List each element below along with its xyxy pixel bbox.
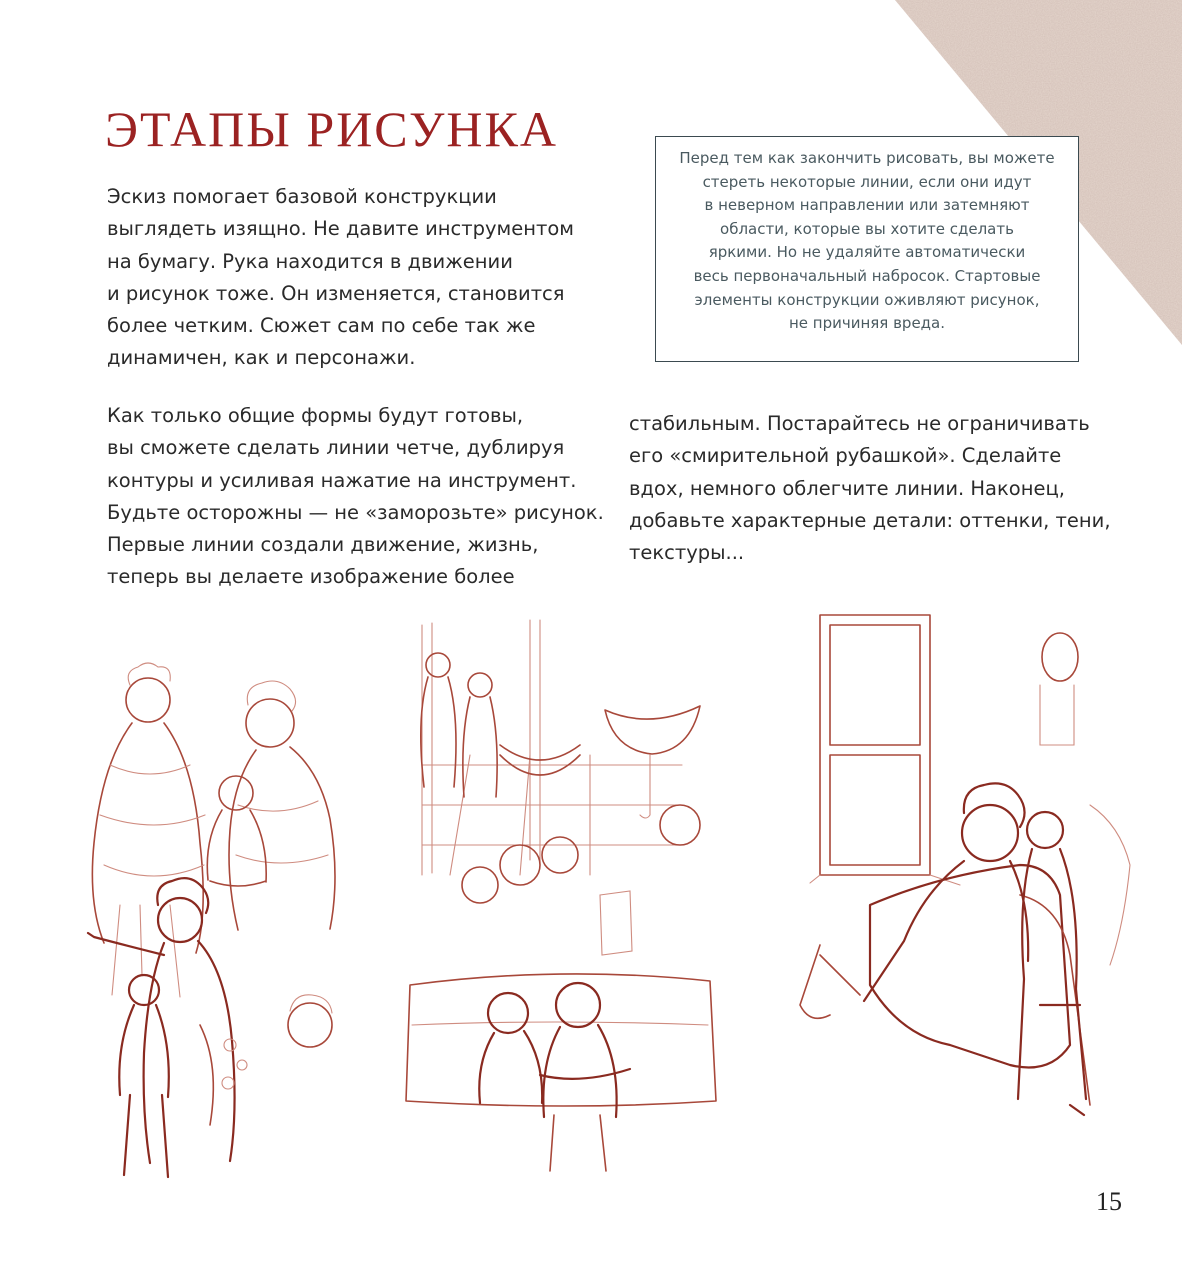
tip-line: стереть некоторые линии, если они идут <box>702 172 1032 191</box>
sketch-armchair <box>800 615 1130 1115</box>
body-paragraph-right <box>629 408 1111 569</box>
intro-paragraph <box>107 181 574 375</box>
intro-line: Эскиз помогает базовой конструкции <box>107 185 497 208</box>
body-line: текстуры... <box>629 541 745 565</box>
intro-line: динамичен, как и персонажи. <box>107 346 416 370</box>
tip-line: не причиняя вреда. <box>788 314 946 333</box>
body-line: Будьте осторожны — не «заморозьте» рисунок. <box>107 500 604 524</box>
tip-line: весь первоначальный набросок. Стартовые <box>693 266 1041 285</box>
body-paragraph-left <box>107 400 604 594</box>
body-line: стабильным. Постарайтесь не ограничивать <box>629 412 1090 435</box>
tip-box <box>655 136 1079 362</box>
page-number: 15 <box>1096 1187 1122 1216</box>
body-line: Как только общие формы будут готовы, <box>107 404 524 427</box>
tip-line: области, которые вы хотите сделать <box>720 219 1014 238</box>
tip-line: элементы конструкции оживляют рисунок, <box>694 290 1040 309</box>
sketch-illustrations <box>60 605 1170 1195</box>
intro-line: и рисунок тоже. Он изменяется, становится <box>107 281 565 305</box>
body-line: добавьте характерные детали: оттенки, тени, <box>629 508 1111 532</box>
body-line: вдох, немного облегчите линии. Наконец, <box>629 476 1065 500</box>
tip-line: в неверном направлении или затемняют <box>704 196 1030 215</box>
body-line: теперь вы делаете изображение более <box>107 565 515 589</box>
body-line: Первые линии создали движение, жизнь, <box>107 533 539 557</box>
intro-line: более четким. Сюжет сам по себе так же <box>107 314 536 338</box>
tip-line: яркими. Но не удаляйте автоматически <box>708 243 1026 262</box>
body-line: контуры и усиливая нажатие на инструмент. <box>107 468 577 492</box>
tip-line: Перед тем как закончить рисовать, вы можете <box>679 149 1055 167</box>
body-line: вы сможете сделать линии четче, дублируя <box>107 436 565 460</box>
intro-line: на бумагу. Рука находится в движении <box>107 249 513 273</box>
page-title: ЭТАПЫ РИСУНКА <box>105 101 558 157</box>
sketch-bathroom-couch <box>406 620 716 1171</box>
sketch-grandmothers <box>88 663 335 1177</box>
intro-line: выглядеть изящно. Не давите инструментом <box>107 217 574 241</box>
body-line: его «смирительной рубашкой». Сделайте <box>629 444 1062 468</box>
